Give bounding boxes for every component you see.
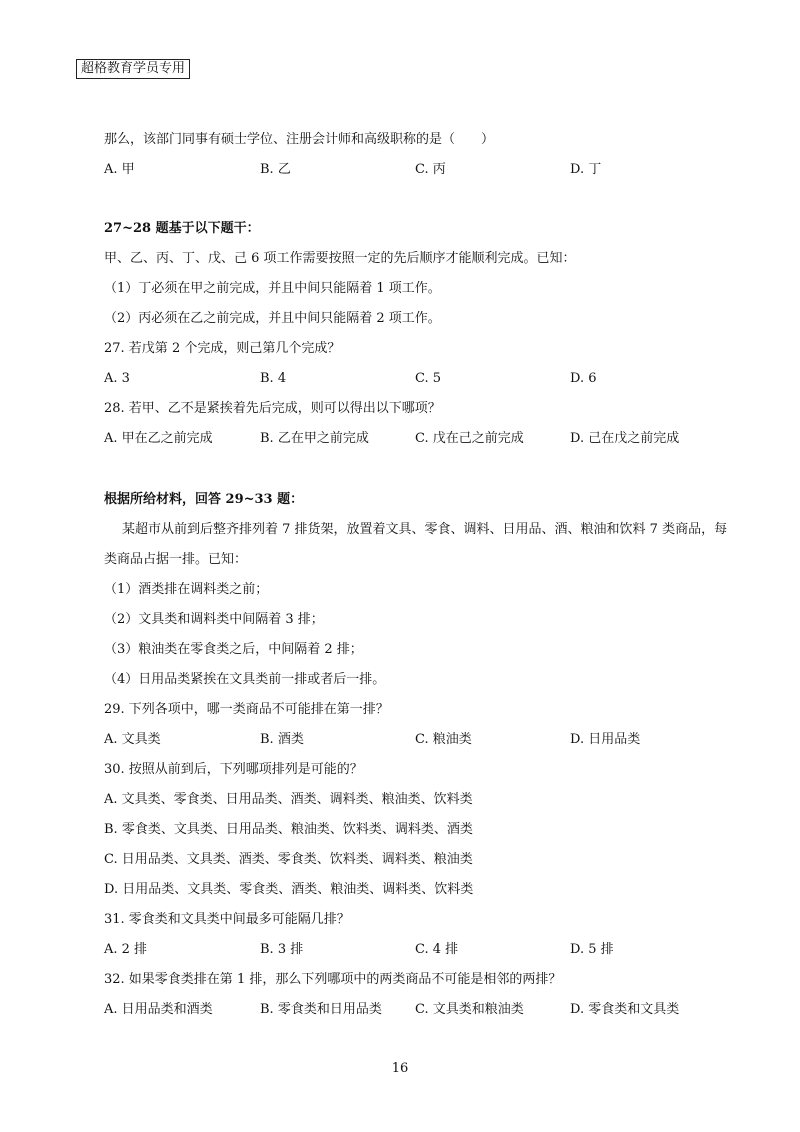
q31-option-d: D. 5 排 [570, 942, 614, 957]
section1-condition: （2）丙必须在乙之前完成，并且中间只能隔着 2 项工作。 [104, 311, 441, 326]
q26-option-a: A. 甲 [104, 162, 135, 177]
q32-option-d: D. 零食类和文具类 [570, 1002, 680, 1017]
q32-option-c: C. 文具类和粮油类 [415, 1002, 524, 1017]
q29-option-a: A. 文具类 [104, 732, 161, 747]
q30-stem: 30. 按照从前到后，下列哪项排列是可能的？ [104, 762, 363, 777]
q26-stem: 那么，该部门同事有硕士学位、注册会计师和高级职称的是（ ） [104, 132, 495, 147]
q31-stem: 31. 零食类和文具类中间最多可能隔几排？ [104, 912, 350, 927]
q31-option-a: A. 2 排 [104, 942, 148, 957]
section1-intro: 甲、乙、丙、丁、戊、己 6 项工作需要按照一定的先后顺序才能顺利完成。已知： [104, 251, 576, 266]
section2-condition: （2）文具类和调料类中间隔着 3 排； [104, 612, 324, 627]
section2-intro-line2: 类商品占据一排。已知： [104, 552, 248, 567]
section1-condition: （1）丁必须在甲之前完成，并且中间只能隔着 1 项工作。 [104, 281, 441, 296]
q30-option-d: D. 日用品类、文具类、零食类、酒类、粮油类、调料类、饮料类 [104, 882, 474, 897]
q28-option-c: C. 戊在己之前完成 [415, 431, 524, 446]
q30-option-b: B. 零食类、文具类、日用品类、粮油类、饮料类、调料类、酒类 [104, 822, 473, 837]
q31-option-b: B. 3 排 [260, 942, 304, 957]
q27-option-b: B. 4 [260, 371, 287, 386]
q26-option-c: C. 丙 [415, 162, 446, 177]
section2-condition: （1）酒类排在调料类之前； [104, 582, 269, 597]
section2-condition: （4）日用品类紧挨在文具类前一排或者后一排。 [104, 672, 386, 687]
q29-stem: 29. 下列各项中，哪一类商品不可能排在第一排？ [104, 702, 389, 717]
q26-option-d: D. 丁 [570, 162, 602, 177]
q28-option-d: D. 己在戊之前完成 [570, 431, 680, 446]
q29-option-c: C. 粮油类 [415, 732, 472, 747]
q27-option-d: D. 6 [570, 371, 597, 386]
q28-option-b: B. 乙在甲之前完成 [260, 431, 369, 446]
q30-option-c: C. 日用品类、文具类、酒类、零食类、饮料类、调料类、粮油类 [104, 852, 473, 867]
q29-option-d: D. 日用品类 [570, 732, 641, 747]
q28-stem: 28. 若甲、乙不是紧挨着先后完成，则可以得出以下哪项？ [104, 401, 441, 416]
q27-option-c: C. 5 [415, 371, 442, 386]
header-label: 超格教育学员专用 [76, 59, 190, 79]
q26-option-b: B. 乙 [260, 162, 291, 177]
q28-option-a: A. 甲在乙之前完成 [104, 431, 213, 446]
section1-heading: 27~28 题基于以下题干： [104, 221, 260, 236]
q30-option-a: A. 文具类、零食类、日用品类、酒类、调料类、粮油类、饮料类 [104, 792, 473, 807]
q29-option-b: B. 酒类 [260, 732, 304, 747]
q31-option-c: C. 4 排 [415, 942, 459, 957]
page-number: 16 [391, 1061, 409, 1076]
q32-stem: 32. 如果零食类排在第 1 排，那么下列哪项中的两类商品不可能是相邻的两排？ [104, 972, 562, 987]
section2-heading: 根据所给材料，回答 29~33 题： [104, 492, 304, 507]
q32-option-a: A. 日用品类和酒类 [104, 1002, 213, 1017]
section2-intro-line1: 某超市从前到后整齐排列着 7 排货架，放置着文具、零食、调料、日用品、酒、粮油和饮料 7 类商品，每 [122, 522, 728, 537]
q32-option-b: B. 零食类和日用品类 [260, 1002, 382, 1017]
q27-option-a: A. 3 [104, 371, 130, 386]
q27-stem: 27. 若戊第 2 个完成，则己第几个完成？ [104, 341, 341, 356]
section2-condition: （3）粮油类在零食类之后，中间隔着 2 排； [104, 642, 363, 657]
